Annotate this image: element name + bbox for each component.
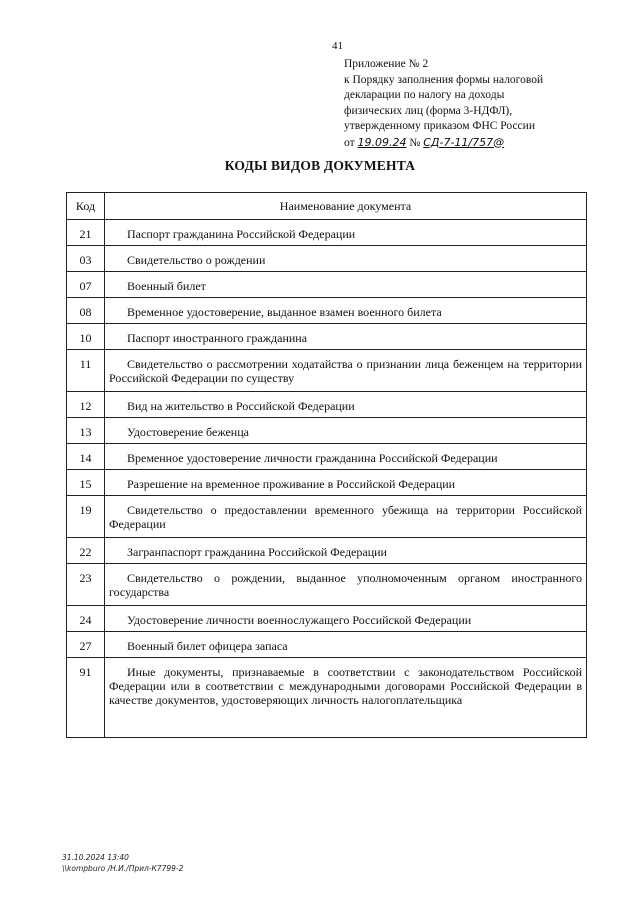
order-date: 19.09.24 <box>357 135 407 149</box>
row-document-name: Удостоверение личности военнослужащего Российской Федерации <box>105 606 587 632</box>
row-code: 14 <box>67 444 105 470</box>
row-code: 27 <box>67 632 105 658</box>
row-document-name: Вид на жительство в Российской Федерации <box>105 392 587 418</box>
row-code: 10 <box>67 324 105 350</box>
row-document-name: Паспорт иностранного гражданина <box>105 324 587 350</box>
header-code: Код <box>67 193 105 220</box>
row-code: 21 <box>67 220 105 246</box>
row-document-name: Военный билет офицера запаса <box>105 632 587 658</box>
table-row <box>67 272 587 298</box>
appendix-line: утвержденному приказом ФНС России <box>344 120 535 132</box>
row-document-name: Свидетельство о рождении <box>105 246 587 272</box>
table-row <box>67 350 587 392</box>
row-code: 23 <box>67 564 105 606</box>
table-body <box>67 220 587 738</box>
number-label: № <box>409 136 421 149</box>
footer-timestamp: 31.10.2024 13:40 <box>62 853 129 862</box>
row-code: 07 <box>67 272 105 298</box>
appendix-line: Приложение № 2 <box>344 58 429 70</box>
appendix-header <box>344 57 594 151</box>
row-code: 19 <box>67 496 105 538</box>
table-row <box>67 444 587 470</box>
appendix-line: декларации по налогу на доходы <box>344 89 505 101</box>
row-document-name: Разрешение на временное проживание в Российской Федерации <box>105 470 587 496</box>
row-document-name: Свидетельство о рождении, выданное уполномоченным органом иностранного государства <box>105 564 587 606</box>
table-row <box>67 632 587 658</box>
table-row <box>67 220 587 246</box>
row-code: 12 <box>67 392 105 418</box>
appendix-order-line <box>344 135 594 152</box>
appendix-line: к Порядку заполнения формы налоговой <box>344 73 544 86</box>
document-codes-table <box>66 192 587 738</box>
table-row <box>67 246 587 272</box>
table-row <box>67 470 587 496</box>
footer-path: \\kompburo /Н.И./Прил-К7799-2 <box>62 864 184 873</box>
page-number: 41 <box>332 40 343 52</box>
table-row <box>67 418 587 444</box>
table-row <box>67 606 587 632</box>
row-document-name: Паспорт гражданина Российской Федерации <box>105 220 587 246</box>
row-code: 15 <box>67 470 105 496</box>
header-name: Наименование документа <box>105 193 587 220</box>
row-code: 13 <box>67 418 105 444</box>
order-number: СД-7-11/757@ <box>423 135 505 149</box>
appendix-line: физических лиц (форма 3-НДФЛ), <box>344 104 513 117</box>
table-row <box>67 324 587 350</box>
row-document-name: Временное удостоверение личности гражданина Российской Федерации <box>105 444 587 470</box>
table-row <box>67 496 587 538</box>
table-row <box>67 564 587 606</box>
row-code: 22 <box>67 538 105 564</box>
row-document-name: Военный билет <box>105 272 587 298</box>
row-document-name: Загранпаспорт гражданина Российской Федерации <box>105 538 587 564</box>
table-row <box>67 392 587 418</box>
row-code: 24 <box>67 606 105 632</box>
row-document-name: Иные документы, признаваемые в соответствии с законодательством Российской Федерации или в соответствии с международными договорами Российской Федерации в качестве документов, удостоверяющих личность налогоплательщика <box>105 658 587 738</box>
row-document-name: Свидетельство о рассмотрении ходатайства о признании лица беженцем на территории Российской Федерации по существу <box>105 350 587 392</box>
table-header-row <box>67 193 587 220</box>
table-row <box>67 538 587 564</box>
row-code: 91 <box>67 658 105 738</box>
table-row <box>67 298 587 324</box>
table-row <box>67 658 587 738</box>
row-code: 08 <box>67 298 105 324</box>
document-title: КОДЫ ВИДОВ ДОКУМЕНТА <box>224 158 416 173</box>
row-document-name: Удостоверение беженца <box>105 418 587 444</box>
row-document-name: Временное удостоверение, выданное взамен военного билета <box>105 298 587 324</box>
row-code: 03 <box>67 246 105 272</box>
row-code: 11 <box>67 350 105 392</box>
row-document-name: Свидетельство о предоставлении временного убежища на территории Российской Федерации <box>105 496 587 538</box>
print-footer <box>62 852 183 874</box>
from-label: от <box>344 136 355 149</box>
